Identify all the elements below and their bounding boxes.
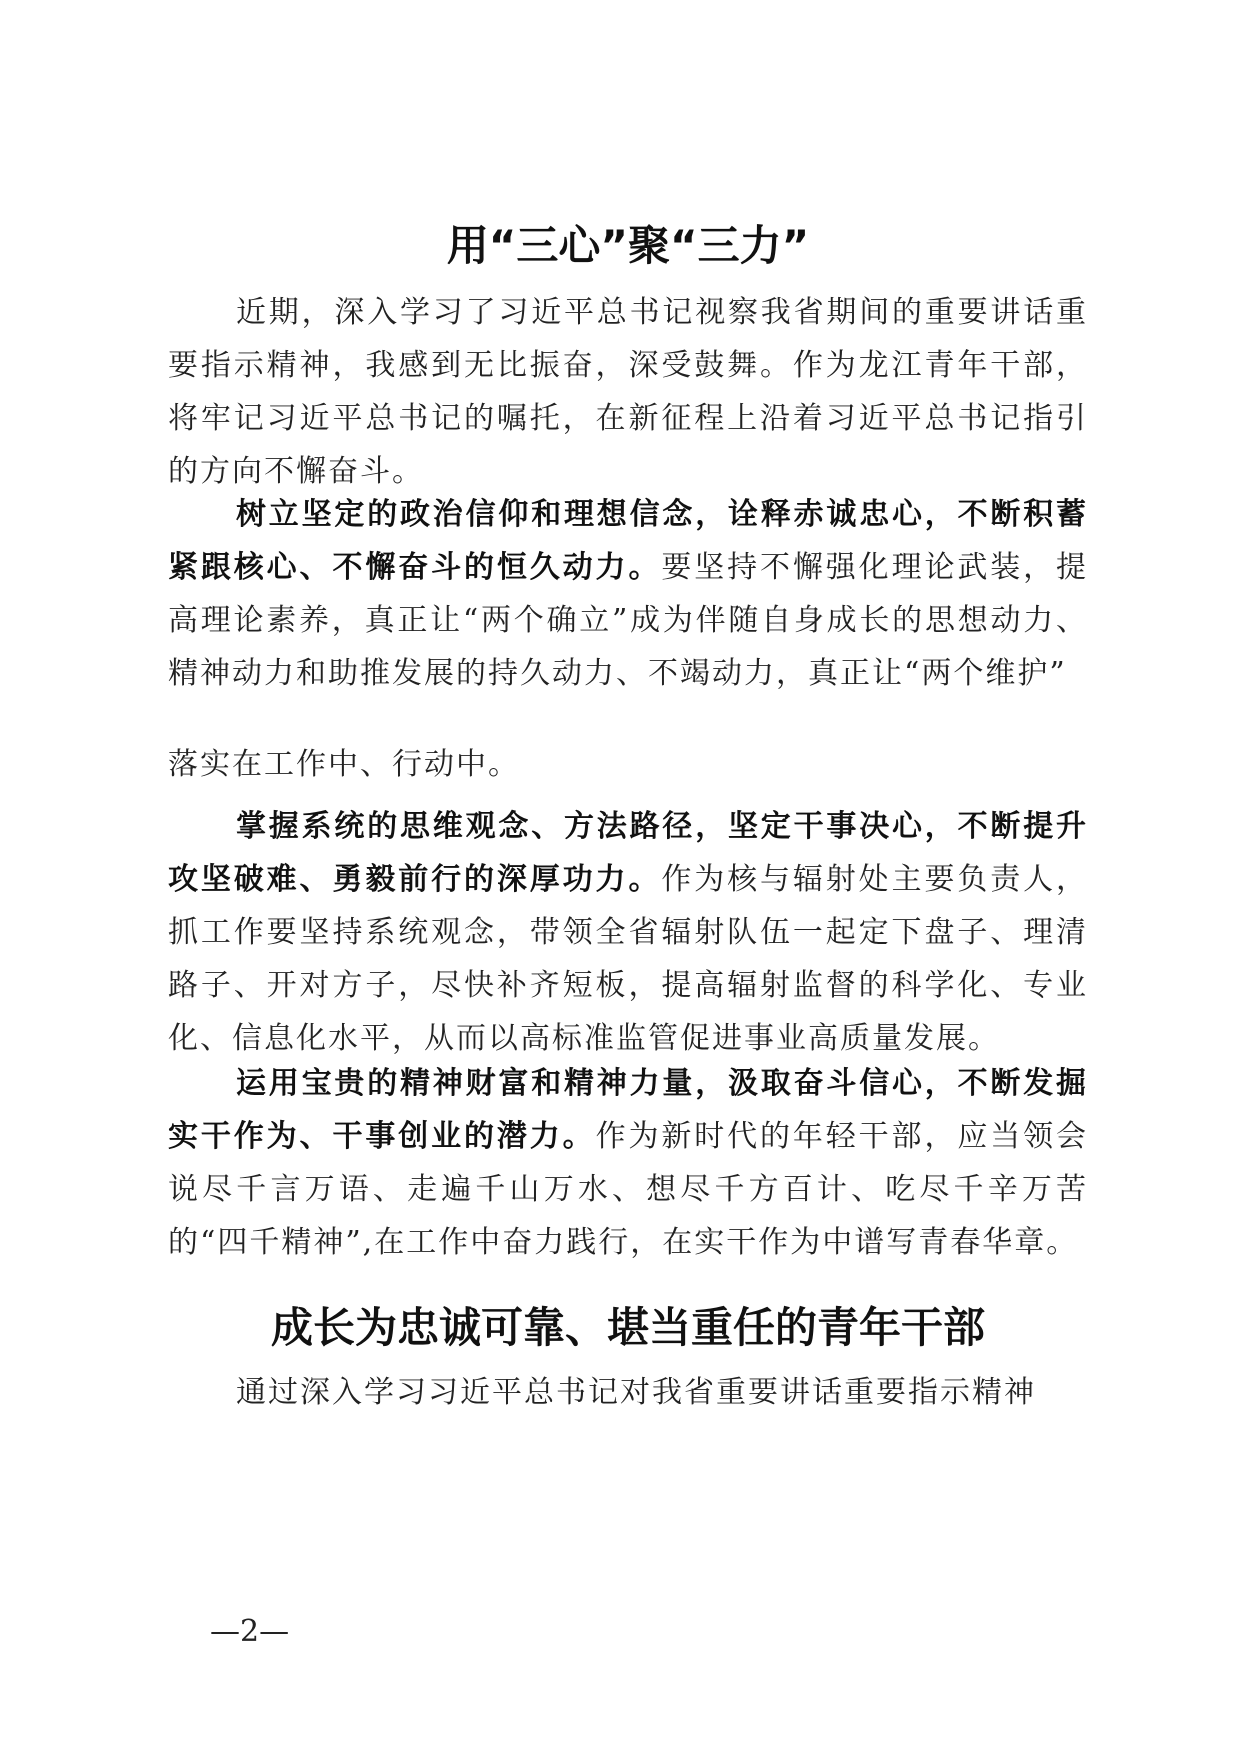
paragraph-point-2 xyxy=(168,800,1088,1065)
paragraph-point-2-body: 作为核与辐射处主要负责人，抓工作要坚持系统观念，带领全省辐射队伍一起定下盘子、理清路子、开对方子，尽快补齐短板，提高辐射监督的科学化、专业化、信息化水平，从而以高标准监管促进事业高质量发展。 xyxy=(168,862,1089,1056)
article-title-2: 成长为忠诚可靠、堪当重任的青年干部 xyxy=(270,1303,985,1352)
paragraph-point-2-heading: 掌握系统的思维观念、方法路径，坚定干事决心，不断提升攻坚破难、勇毅前行的深厚功力。 xyxy=(168,809,1088,897)
paragraph-point-1-body: 要坚持不懈强化理论武装，提高理论素养，真正让“两个确立”成为伴随自身成长的思想动力、精神动力和助推发展的持久动力、不竭动力，真正让“两个维护” xyxy=(168,550,1089,691)
paragraph-point-3-body: 作为新时代的年轻干部，应当领会说尽千言万语、走遍千山万水、想尽千方百计、吃尽千辛万苦的“四千精神”,在工作中奋力践行，在实干作为中谱写青春华章。 xyxy=(168,1119,1089,1260)
paragraph-point-1 xyxy=(168,488,1088,700)
paragraph-point-1-tail: 落实在工作中、行动中。 xyxy=(168,747,520,782)
article-title-1: 用“三心”聚“三力” xyxy=(446,221,810,270)
paragraph-point-1-heading: 树立坚定的政治信仰和理想信念，诠释赤诚忠心，不断积蓄紧跟核心、不懈奋斗的恒久动力。 xyxy=(168,497,1088,585)
paragraph-point-3-heading: 运用宝贵的精神财富和精神力量，汲取奋斗信心，不断发掘实干作为、干事创业的潜力。 xyxy=(168,1066,1088,1154)
paragraph-second-article-intro: 通过深入学习习近平总书记对我省重要讲话重要指示精神 xyxy=(236,1375,1036,1410)
paragraph-point-3 xyxy=(168,1057,1088,1269)
paragraph-intro: 近期，深入学习了习近平总书记视察我省期间的重要讲话重要指示精神，我感到无比振奋，深受鼓舞。作为龙江青年干部，将牢记习近平总书记的嘱托，在新征程上沿着习近平总书记指引的方向不懈奋斗。 xyxy=(168,295,1088,489)
page-number: —2— xyxy=(210,1614,290,1649)
